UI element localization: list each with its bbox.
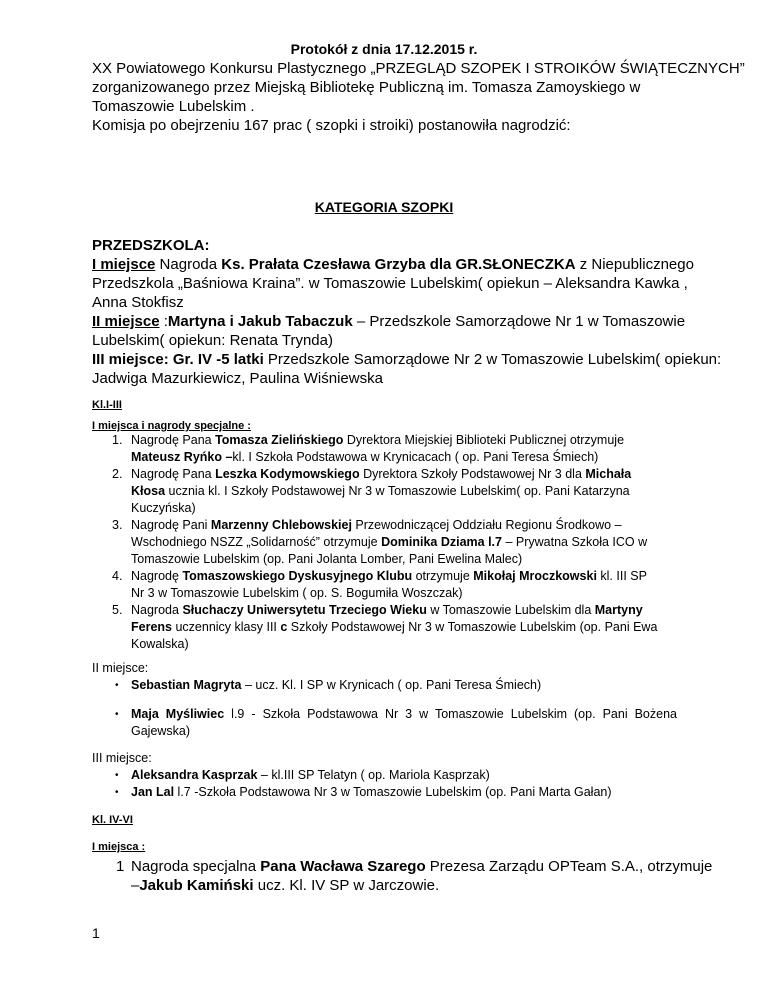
winner-name: Ferens bbox=[131, 620, 172, 634]
text: – bbox=[131, 877, 140, 894]
winner-name: Dominika Dziama l.7 bbox=[381, 535, 502, 549]
text: Szkoły Podstawowej Nr 3 w Tomaszowie Lubelskim (op. Pani Ewa bbox=[287, 620, 658, 634]
bullet: • bbox=[115, 680, 119, 691]
text: – Przedszkole Samorządowe Nr 1 w Tomaszowie bbox=[352, 313, 686, 330]
list-number: 3. bbox=[112, 518, 123, 532]
text: Nagroda specjalna bbox=[131, 858, 261, 875]
winner-name: Ks. Prałata Czesława Grzyba dla GR.SŁONECZKA bbox=[221, 256, 576, 273]
list-item-line3: Kowalska) bbox=[131, 637, 189, 651]
winner-name: Martyna i Jakub Tabaczuk bbox=[167, 313, 353, 330]
sponsor-name: Słuchaczy Uniwersytetu Trzeciego Wieku bbox=[182, 603, 427, 617]
text: : bbox=[159, 313, 168, 330]
third-place-heading: III miejsce: bbox=[92, 751, 152, 765]
intro-line-4: Komisja po obejrzeniu 167 prac ( szopki i stroiki) postanowiła nagrodzić: bbox=[92, 117, 571, 134]
intro-line-2: zorganizowanego przez Miejską Bibliotekę Publiczną im. Tomasza Zamoyskiego w bbox=[92, 79, 641, 96]
winner-name: Aleksandra Kasprzak bbox=[131, 768, 258, 782]
bullet: • bbox=[115, 709, 119, 720]
list-item-line2 bbox=[131, 483, 630, 500]
text: Prezesa Zarządu OPTeam S.A., otrzymuje bbox=[425, 858, 713, 875]
text: z Niepublicznego bbox=[575, 256, 694, 273]
text: kl. III SP bbox=[596, 569, 647, 583]
bullet: • bbox=[115, 787, 119, 798]
sponsor-name: Tomaszowskiego Dyskusyjnego Klubu bbox=[182, 569, 413, 583]
text: Nagrodę Pana bbox=[131, 467, 216, 481]
winner-name: Jakub Kamiński bbox=[139, 877, 254, 894]
place-label: II miejsce bbox=[92, 313, 160, 330]
preschool-third-place-line2: Jadwiga Mazurkiewicz, Paulina Wiśniewska bbox=[92, 370, 383, 387]
sponsor-name: Marzenny Chlebowskiej bbox=[210, 518, 352, 532]
text: ucz. Kl. IV SP w Jarczowie. bbox=[253, 877, 440, 894]
winner-name: Maja Myśliwiec bbox=[131, 707, 225, 721]
winner-name: Mateusz Ryńko – bbox=[131, 450, 233, 464]
text: – kl.III SP Telatyn ( op. Mariola Kasprzak) bbox=[257, 768, 490, 782]
list-item-line2 bbox=[131, 534, 647, 551]
intro-line-3: Tomaszowie Lubelskim . bbox=[92, 98, 255, 115]
list-item-line3: Tomaszowie Lubelskim (op. Pani Jolanta Lomber, Pani Ewelina Malec) bbox=[131, 552, 523, 566]
list-item bbox=[131, 857, 712, 876]
text: Nagroda bbox=[131, 603, 183, 617]
text: l.7 -Szkoła Podstawowa Nr 3 w Tomaszowie Lubelskim (op. Pani Marta Gałan) bbox=[174, 785, 612, 799]
first-places-heading: I miejsca : bbox=[92, 841, 146, 853]
class-letter: c bbox=[280, 620, 288, 634]
text: otrzymuje bbox=[412, 569, 474, 583]
protocol-title: Protokół z dnia 17.12.2015 r. bbox=[290, 41, 478, 57]
preschool-second-place-line2: Lubelskim( opiekun: Renata Trynda) bbox=[92, 332, 333, 349]
list-item bbox=[131, 784, 612, 801]
list-item bbox=[131, 517, 622, 534]
list-item-line2 bbox=[131, 449, 598, 466]
text: kl. I Szkoła Podstawowa w Krynicacach ( op. Pani Teresa Śmiech) bbox=[232, 450, 599, 464]
winner-name: Kłosa bbox=[131, 484, 166, 498]
winner-name: Mikołaj Mroczkowski bbox=[473, 569, 597, 583]
text: Dyrektora Miejskiej Biblioteki Publicznej otrzymuje bbox=[343, 433, 625, 447]
list-item bbox=[131, 602, 643, 619]
list-item-line2 bbox=[131, 619, 657, 636]
text: Wschodniego NSZZ „Solidarność” otrzymuje bbox=[131, 535, 382, 549]
list-item-line2: Nr 3 w Tomaszowie Lubelskim ( op. S. Bogumiła Woszczak) bbox=[131, 586, 463, 600]
text: Nagrodę bbox=[131, 569, 183, 583]
preschool-first-place-line2: Przedszkola „Baśniowa Kraina”. w Tomaszowie Lubelskim( opiekun – Aleksandra Kawka , bbox=[92, 275, 688, 292]
sponsor-name: Tomasza Zielińskiego bbox=[215, 433, 344, 447]
preschool-third-place bbox=[92, 350, 721, 369]
page-number: 1 bbox=[92, 925, 100, 941]
section-heading-kl-i-iii: Kl.I-III bbox=[92, 399, 122, 411]
text: Nagrodę Pana bbox=[131, 433, 216, 447]
text: Przewodniczącej Oddziału Regionu Środkowo – bbox=[351, 518, 622, 532]
list-number: 5. bbox=[112, 603, 123, 617]
place-label: III miejsce: Gr. IV -5 latki bbox=[92, 351, 264, 368]
text: l.9 - Szkoła Podstawowa Nr 3 w Tomaszowie Lubelskim (op. Pani Bożena bbox=[224, 707, 677, 721]
list-item-line3: Kuczyńska) bbox=[131, 501, 196, 515]
sponsor-name: Leszka Kodymowskiego bbox=[215, 467, 360, 481]
winner-name: Michała bbox=[585, 467, 632, 481]
text: Dyrektora Szkoły Podstawowej Nr 3 dla bbox=[359, 467, 586, 481]
list-item bbox=[131, 568, 647, 585]
text: Przedszkole Samorządowe Nr 2 w Tomaszowie Lubelskim( opiekun: bbox=[263, 351, 722, 368]
list-item-line2 bbox=[131, 876, 439, 895]
bullet: • bbox=[115, 770, 119, 781]
list-item bbox=[131, 706, 677, 723]
first-places-heading: I miejsca i nagrody specjalne : bbox=[92, 420, 251, 432]
text: – ucz. Kl. I SP w Krynicach ( op. Pani Teresa Śmiech) bbox=[241, 678, 542, 692]
winner-name: Sebastian Magryta bbox=[131, 678, 242, 692]
list-item bbox=[131, 432, 624, 449]
preschool-first-place-line3: Anna Stokfisz bbox=[92, 294, 184, 311]
intro-line-1: XX Powiatowego Konkursu Plastycznego „PRZEGLĄD SZOPEK I STROIKÓW ŚWIĄTECZNYCH” bbox=[92, 60, 745, 77]
list-item bbox=[131, 767, 490, 784]
text: ucznia kl. I Szkoły Podstawowej Nr 3 w Tomaszowie Lubelskim( op. Pani Katarzyna bbox=[165, 484, 630, 498]
list-number: 1 bbox=[116, 858, 125, 875]
list-number: 4. bbox=[112, 569, 123, 583]
second-place-heading: II miejsce: bbox=[92, 661, 149, 675]
winner-name: Martyny bbox=[594, 603, 643, 617]
winner-name: Jan Lal bbox=[131, 785, 175, 799]
text: uczennicy klasy III bbox=[172, 620, 281, 634]
preschool-first-place bbox=[92, 255, 694, 274]
sponsor-name: Pana Wacława Szarego bbox=[260, 858, 426, 875]
category-title: KATEGORIA SZOPKI bbox=[314, 199, 454, 215]
text: – Prywatna Szkoła ICO w bbox=[501, 535, 648, 549]
list-item bbox=[131, 677, 541, 694]
list-item-line2: Gajewska) bbox=[131, 724, 191, 738]
place-label: I miejsce bbox=[92, 256, 156, 273]
text: Nagrodę Pani bbox=[131, 518, 211, 532]
text: Nagroda bbox=[155, 256, 222, 273]
list-number: 1. bbox=[112, 433, 123, 447]
text: w Tomaszowie Lubelskim dla bbox=[426, 603, 595, 617]
preschool-second-place bbox=[92, 312, 685, 331]
preschool-heading: PRZEDSZKOLA: bbox=[92, 237, 210, 254]
list-number: 2. bbox=[112, 467, 123, 481]
list-item bbox=[131, 466, 631, 483]
section-heading-kl-iv-vi: Kl. IV-VI bbox=[92, 814, 133, 826]
